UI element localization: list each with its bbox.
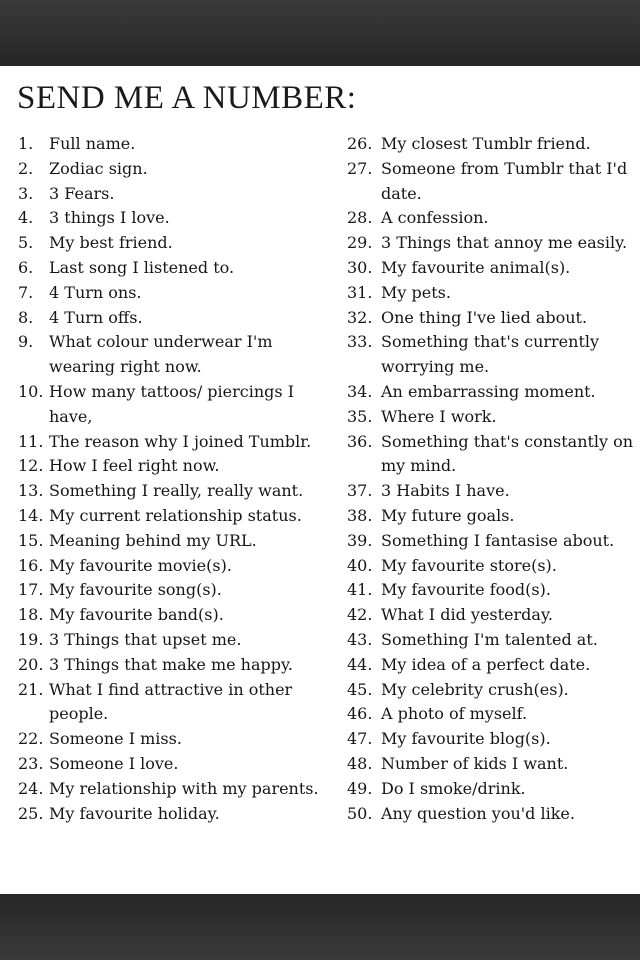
list-item: [347, 132, 637, 157]
list-item: [18, 752, 330, 777]
item-text: 3 Things that upset me.: [49, 629, 242, 649]
list-item: [18, 727, 330, 752]
item-number: 43.: [347, 629, 373, 649]
item-number: 18.: [18, 605, 44, 625]
item-text: Where I work.: [381, 406, 497, 426]
list-item: [347, 653, 637, 678]
item-number: 49.: [347, 778, 373, 798]
item-text: Do I smoke/drink.: [381, 778, 526, 798]
list-item: [347, 256, 637, 281]
item-number: 36.: [347, 431, 373, 451]
item-number: 40.: [347, 555, 373, 575]
item-number: 42.: [347, 605, 373, 625]
list-item: [347, 603, 637, 628]
list-item: [18, 256, 330, 281]
list-item: [18, 231, 330, 256]
item-text: 4 Turn offs.: [49, 307, 143, 327]
item-number: 13.: [18, 481, 44, 501]
list-item: [18, 628, 330, 653]
list-item: [347, 777, 637, 802]
list-item: [18, 529, 330, 554]
item-text: My pets.: [381, 282, 451, 302]
item-text: Something I'm talented at.: [381, 629, 598, 649]
list-item: [347, 578, 637, 603]
item-number: 37.: [347, 481, 373, 501]
item-number: 4.: [18, 208, 34, 228]
item-number: 20.: [18, 654, 44, 674]
question-list-right: [347, 132, 637, 826]
item-text: My relationship with my parents.: [49, 778, 319, 798]
list-item: [347, 405, 637, 430]
list-item: [347, 430, 637, 480]
list-item: [347, 281, 637, 306]
item-number: 45.: [347, 679, 373, 699]
item-number: 21.: [18, 679, 44, 699]
item-text: What I did yesterday.: [381, 605, 553, 625]
list-item: [347, 628, 637, 653]
list-item: [347, 727, 637, 752]
item-number: 24.: [18, 778, 44, 798]
item-number: 34.: [347, 381, 373, 401]
question-list-left: [18, 132, 330, 826]
item-text: My best friend.: [49, 233, 173, 253]
item-number: 3.: [18, 183, 34, 203]
list-item: [347, 479, 637, 504]
item-number: 31.: [347, 282, 373, 302]
list-item: [347, 752, 637, 777]
item-text: Last song I listened to.: [49, 257, 235, 277]
item-text: What I find attractive in other people.: [49, 679, 293, 724]
item-text: My current relationship status.: [49, 505, 302, 525]
list-item: [18, 157, 330, 182]
list-item: [18, 504, 330, 529]
item-text: Any question you'd like.: [381, 803, 575, 823]
image-card[interactable]: [0, 66, 640, 894]
list-item: [347, 529, 637, 554]
list-item: [347, 206, 637, 231]
item-text: My favourite holiday.: [49, 803, 220, 823]
item-text: My favourite movie(s).: [49, 555, 232, 575]
item-text: Someone from Tumblr that I'd date.: [381, 158, 628, 203]
item-number: 41.: [347, 580, 373, 600]
item-number: 19.: [18, 629, 44, 649]
item-text: One thing I've lied about.: [381, 307, 588, 327]
item-number: 39.: [347, 530, 373, 550]
list-item: [18, 380, 330, 430]
item-number: 25.: [18, 803, 44, 823]
list-item: [18, 306, 330, 331]
item-text: Something I fantasise about.: [381, 530, 615, 550]
item-number: 16.: [18, 555, 44, 575]
item-text: Someone I miss.: [49, 729, 182, 749]
item-text: My favourite animal(s).: [381, 257, 571, 277]
item-text: Full name.: [49, 134, 136, 153]
item-number: 10.: [18, 381, 44, 401]
item-text: My celebrity crush(es).: [381, 679, 569, 699]
item-number: 48.: [347, 753, 373, 773]
item-number: 47.: [347, 729, 373, 749]
item-number: 2.: [18, 158, 34, 178]
item-text: How many tattoos/ piercings I have,: [49, 381, 295, 426]
list-item: [18, 554, 330, 579]
item-number: 30.: [347, 257, 373, 277]
item-number: 12.: [18, 456, 44, 476]
list-item: [18, 132, 330, 157]
item-number: 6.: [18, 257, 34, 277]
list-item: [18, 206, 330, 231]
item-number: 11.: [18, 431, 44, 451]
item-number: 33.: [347, 332, 373, 352]
item-number: 1.: [18, 134, 34, 153]
page-title: SEND ME A NUMBER:: [17, 80, 357, 116]
list-item: [18, 578, 330, 603]
item-number: 9.: [18, 332, 34, 352]
list-item: [347, 157, 637, 207]
list-item: [347, 678, 637, 703]
item-text: My favourite food(s).: [381, 580, 551, 600]
item-number: 50.: [347, 803, 373, 823]
item-text: 3 Fears.: [49, 183, 115, 203]
list-item: [18, 653, 330, 678]
list-item: [18, 454, 330, 479]
item-text: The reason why I joined Tumblr.: [49, 431, 312, 451]
item-text: Number of kids I want.: [381, 753, 569, 773]
item-number: 23.: [18, 753, 44, 773]
list-item: [347, 380, 637, 405]
item-text: What colour underwear I'm wearing right now.: [49, 332, 273, 377]
list-item: [347, 231, 637, 256]
item-text: My favourite song(s).: [49, 580, 222, 600]
list-item: [18, 678, 330, 728]
item-text: My favourite blog(s).: [381, 729, 551, 749]
item-number: 46.: [347, 704, 373, 724]
list-item: [347, 702, 637, 727]
item-text: Someone I love.: [49, 753, 179, 773]
item-number: 7.: [18, 282, 34, 302]
item-text: 4 Turn ons.: [49, 282, 142, 302]
list-item: [347, 330, 637, 380]
item-text: A photo of myself.: [381, 704, 528, 724]
item-text: My favourite store(s).: [381, 555, 557, 575]
item-number: 44.: [347, 654, 373, 674]
list-item: [347, 306, 637, 331]
list-item: [18, 603, 330, 628]
item-number: 5.: [18, 233, 34, 253]
item-number: 28.: [347, 208, 373, 228]
item-number: 29.: [347, 233, 373, 253]
item-text: Something that's constantly on my mind.: [381, 431, 634, 476]
item-text: 3 things I love.: [49, 208, 170, 228]
item-number: 17.: [18, 580, 44, 600]
list-item: [18, 281, 330, 306]
list-item: [18, 479, 330, 504]
item-text: Zodiac sign.: [49, 158, 148, 178]
item-text: An embarrassing moment.: [381, 381, 596, 401]
list-item: [347, 554, 637, 579]
list-item: [18, 802, 330, 827]
item-number: 35.: [347, 406, 373, 426]
item-number: 38.: [347, 505, 373, 525]
list-item: [18, 777, 330, 802]
item-text: Something that's currently worrying me.: [381, 332, 600, 377]
bottom-frame-bar: [0, 894, 640, 960]
item-text: My favourite band(s).: [49, 605, 224, 625]
list-item: [347, 504, 637, 529]
item-number: 14.: [18, 505, 44, 525]
item-number: 15.: [18, 530, 44, 550]
item-number: 27.: [347, 158, 373, 178]
list-item: [18, 330, 330, 380]
item-text: How I feel right now.: [49, 456, 220, 476]
item-text: 3 Things that annoy me easily.: [381, 233, 628, 253]
item-text: 3 Habits I have.: [381, 481, 510, 501]
item-number: 32.: [347, 307, 373, 327]
item-text: Meaning behind my URL.: [49, 530, 257, 550]
list-item: [347, 802, 637, 827]
item-text: Something I really, really want.: [49, 481, 304, 501]
item-number: 26.: [347, 134, 373, 153]
top-frame-bar: [0, 0, 640, 66]
item-text: My idea of a perfect date.: [381, 654, 591, 674]
item-text: My future goals.: [381, 505, 515, 525]
list-item: [18, 430, 330, 455]
item-text: A confession.: [381, 208, 489, 228]
item-number: 22.: [18, 729, 44, 749]
list-item: [18, 182, 330, 207]
item-text: 3 Things that make me happy.: [49, 654, 294, 674]
item-text: My closest Tumblr friend.: [381, 134, 591, 153]
item-number: 8.: [18, 307, 34, 327]
